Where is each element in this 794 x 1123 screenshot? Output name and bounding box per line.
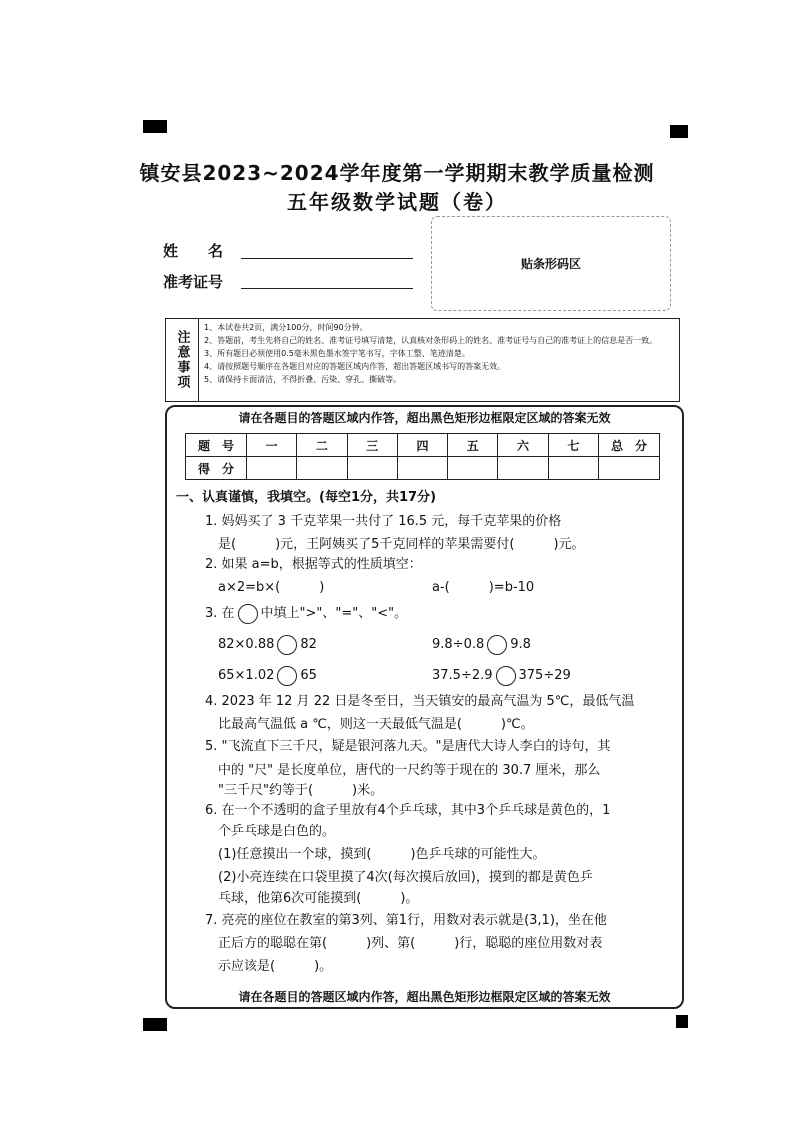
score-header-cell: 一 xyxy=(247,434,297,457)
comparison-circle-icon xyxy=(238,604,258,624)
notice-item: 4、请按照题号顺序在各题目对应的答题区域内作答，超出答题区域书写的答案无效。 xyxy=(204,362,506,371)
notice-body xyxy=(199,319,679,401)
score-cell[interactable] xyxy=(448,457,498,480)
score-header-cell: 二 xyxy=(297,434,347,457)
comparison-right: 9.8 xyxy=(510,637,531,652)
score-header-cell: 七 xyxy=(548,434,598,457)
question-5-line-2: 中的 "尺" 是长度单位，唐代的一尺约等于现在的 30.7 厘米，那么 xyxy=(218,763,601,778)
question-2-left: a×2=b×( ) xyxy=(218,580,325,595)
score-cell[interactable] xyxy=(347,457,397,480)
exam-title: 镇安县2023~2024学年度第一学期期末教学质量检测 xyxy=(139,161,655,185)
registration-mark-bottom-left xyxy=(143,1018,167,1031)
notice-item: 1、本试卷共2页，满分100分，时间90分钟。 xyxy=(204,323,368,332)
registration-mark-top-right xyxy=(670,125,688,138)
score-cell[interactable] xyxy=(297,457,347,480)
score-cell[interactable] xyxy=(247,457,297,480)
question-6-line-2: 个乒乓球是白色的。 xyxy=(218,824,336,839)
comparison-item xyxy=(218,633,418,657)
score-header-cell: 题 号 xyxy=(186,434,247,457)
score-header-cell: 六 xyxy=(498,434,548,457)
score-cell[interactable] xyxy=(599,457,660,480)
question-5-line-3: "三千尺"约等于( )米。 xyxy=(218,783,384,798)
score-cell[interactable] xyxy=(498,457,548,480)
notice-box xyxy=(165,318,680,402)
answer-circle[interactable] xyxy=(277,635,297,655)
comparison-left: 37.5÷2.9 xyxy=(432,668,493,683)
notice-heading: 注意事项 xyxy=(174,330,190,390)
question-2-line-1: 2. 如果 a=b，根据等式的性质填空： xyxy=(205,557,422,572)
name-label: 姓 名 xyxy=(163,242,224,260)
notice-heading-cell xyxy=(166,319,199,401)
answer-warning-bottom: 请在各题目的答题区域内作答，超出黑色矩形边框限定区域的答案无效 xyxy=(238,990,611,1004)
exam-id-label: 准考证号 xyxy=(163,273,224,291)
question-3-suffix: 中填上">"、"="、"<"。 xyxy=(260,606,408,621)
question-3-prefix: 3. 在 xyxy=(205,606,235,621)
notice-item: 3、所有题目必须使用0.5毫米黑色墨水签字笔书写，字体工整、笔迹清楚。 xyxy=(204,349,470,358)
answer-warning-top: 请在各题目的答题区域内作答，超出黑色矩形边框限定区域的答案无效 xyxy=(238,411,611,425)
comparison-left: 9.8÷0.8 xyxy=(432,637,485,652)
exam-subtitle: 五年级数学试题（卷） xyxy=(287,190,507,214)
score-value-row xyxy=(186,457,660,480)
name-field[interactable] xyxy=(241,258,413,259)
notice-item: 5、请保持卡面清洁，不得折叠、污染、穿孔、撕破等。 xyxy=(204,375,402,384)
question-3 xyxy=(205,602,695,626)
comparison-left: 82×0.88 xyxy=(218,637,275,652)
exam-id-field[interactable] xyxy=(241,288,413,289)
comparison-item xyxy=(432,633,632,657)
score-table xyxy=(185,433,660,480)
answer-circle[interactable] xyxy=(277,666,297,686)
question-1-line-1: 1. 妈妈买了 3 千克苹果一共付了 16.5 元，每千克苹果的价格 xyxy=(205,514,562,529)
score-header-cell: 四 xyxy=(397,434,447,457)
barcode-area xyxy=(431,216,671,311)
question-6-line-3: (1)任意摸出一个球，摸到( )色乒乓球的可能性大。 xyxy=(218,847,546,862)
question-4-line-1: 4. 2023 年 12 月 22 日是冬至日，当天镇安的最高气温为 5℃，最低气温 xyxy=(205,694,635,709)
registration-mark-bottom-right xyxy=(676,1015,688,1028)
comparison-item xyxy=(432,664,672,688)
score-row-label: 得 分 xyxy=(186,457,247,480)
question-2-right: a-( )=b-10 xyxy=(432,580,535,595)
question-4-line-2: 比最高气温低 a ℃，则这一天最低气温是( )℃。 xyxy=(218,717,534,732)
registration-mark-top-left xyxy=(143,120,167,133)
comparison-left: 65×1.02 xyxy=(218,668,275,683)
score-header-cell: 五 xyxy=(448,434,498,457)
answer-circle[interactable] xyxy=(487,635,507,655)
score-cell[interactable] xyxy=(548,457,598,480)
question-1-line-2: 是( )元，王阿姨买了5千克同样的苹果需要付( )元。 xyxy=(218,537,585,552)
question-7-line-2: 正后方的聪聪在第( )列、第( )行，聪聪的座位用数对表 xyxy=(218,936,603,951)
answer-circle[interactable] xyxy=(496,666,516,686)
notice-item: 2、答题前，考生先将自己的姓名、准考证号填写清楚，认真核对条形码上的姓名、准考证号与自己的准考证上的信息是否一致。 xyxy=(204,336,658,345)
score-header-cell: 三 xyxy=(347,434,397,457)
comparison-item xyxy=(218,664,418,688)
question-7-line-3: 示应该是( )。 xyxy=(218,959,333,974)
score-header-cell: 总 分 xyxy=(599,434,660,457)
question-6-line-4: (2)小亮连续在口袋里摸了4次(每次摸后放回)，摸到的都是黄色乒 xyxy=(218,870,593,885)
section-title: 一、认真谨慎，我填空。(每空1分，共17分) xyxy=(176,490,437,505)
question-6-line-5: 乓球，他第6次可能摸到( )。 xyxy=(218,891,419,906)
comparison-right: 82 xyxy=(300,637,317,652)
comparison-right: 65 xyxy=(300,668,317,683)
comparison-right: 375÷29 xyxy=(518,668,571,683)
barcode-area-label: 贴条形码区 xyxy=(520,257,581,271)
question-7-line-1: 7. 亮亮的座位在教室的第3列、第1行，用数对表示就是(3,1)，坐在他 xyxy=(205,913,607,928)
score-cell[interactable] xyxy=(397,457,447,480)
question-5-line-1: 5. "飞流直下三千尺，疑是银河落九天。"是唐代大诗人李白的诗句，其 xyxy=(205,739,611,754)
question-6-line-1: 6. 在一个不透明的盒子里放有4个乒乓球，其中3个乒乓球是黄色的，1 xyxy=(205,803,611,818)
score-header-row xyxy=(186,434,660,457)
